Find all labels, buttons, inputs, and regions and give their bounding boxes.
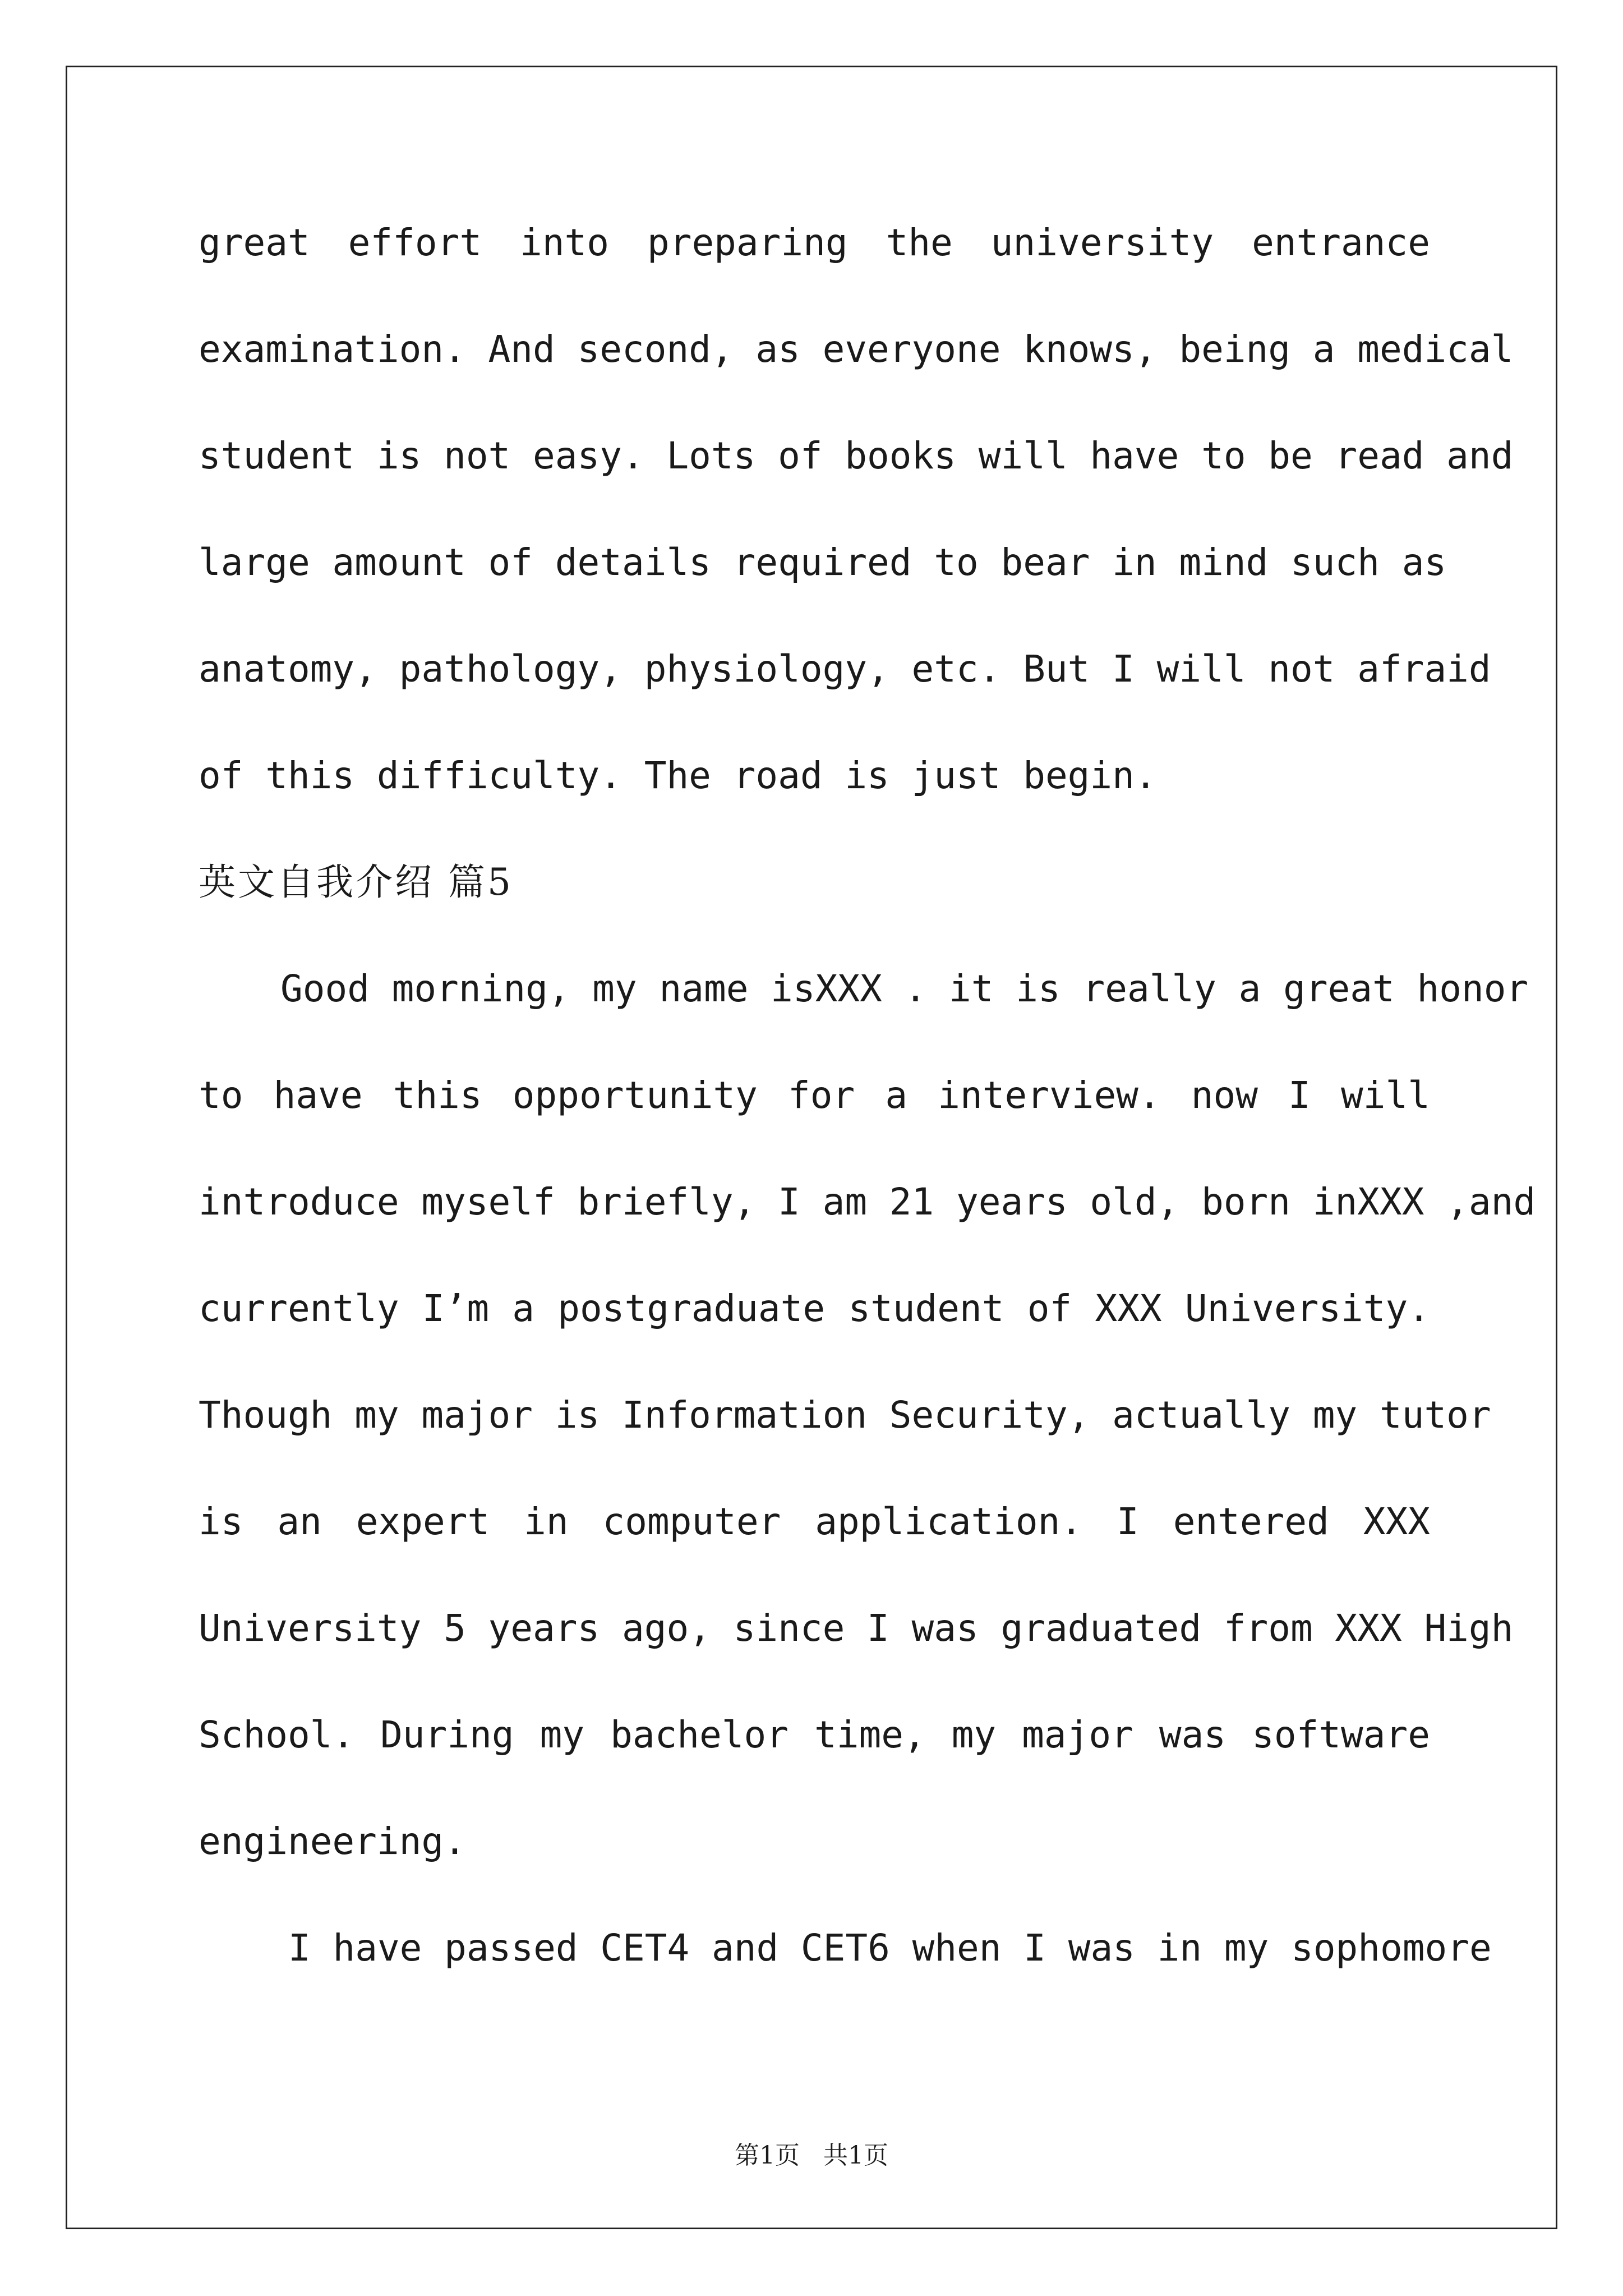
paragraph-line: is an expert in computer application. I entered XXX <box>199 1500 1430 1543</box>
paragraph-line: examination. And second, as everyone knows, being a medical <box>199 328 1514 371</box>
document-body <box>199 221 1536 2036</box>
paragraph-line: introduce myself briefly, I am 21 years old, born inXXX ,and <box>199 1180 1536 1223</box>
paragraph-line: Though my major is Information Security, actually my tutor <box>199 1393 1491 1437</box>
paragraph-line: great effort into preparing the university entrance <box>199 221 1430 264</box>
paragraph-line: large amount of details required to bear in mind such as <box>199 541 1447 584</box>
paragraph-line: Good morning, my name isXXX . it is really a great honor <box>280 967 1529 1010</box>
paragraph-line: engineering. <box>199 1820 466 1863</box>
section-heading: 英文自我介绍 篇5 <box>199 861 513 904</box>
paragraph-line: to have this opportunity for a interview. now I will <box>199 1074 1430 1117</box>
paragraph-line: anatomy, pathology, physiology, etc. But I will not afraid <box>199 647 1491 691</box>
paragraph-line: of this difficulty. The road is just begin. <box>199 754 1157 797</box>
paragraph-line: School. During my bachelor time, my major was software <box>199 1713 1430 1756</box>
paragraph-line: I have passed CET4 and CET6 when I was in my sophomore <box>288 1926 1492 1970</box>
paragraph-line: student is not easy. Lots of books will have to be read and <box>199 434 1514 477</box>
paragraph-line: currently I’m a postgraduate student of XXX University. <box>199 1287 1430 1330</box>
page-footer: 第1页 共1页 <box>735 2141 888 2170</box>
paragraph-line: University 5 years ago, since I was graduated from XXX High <box>199 1607 1514 1650</box>
